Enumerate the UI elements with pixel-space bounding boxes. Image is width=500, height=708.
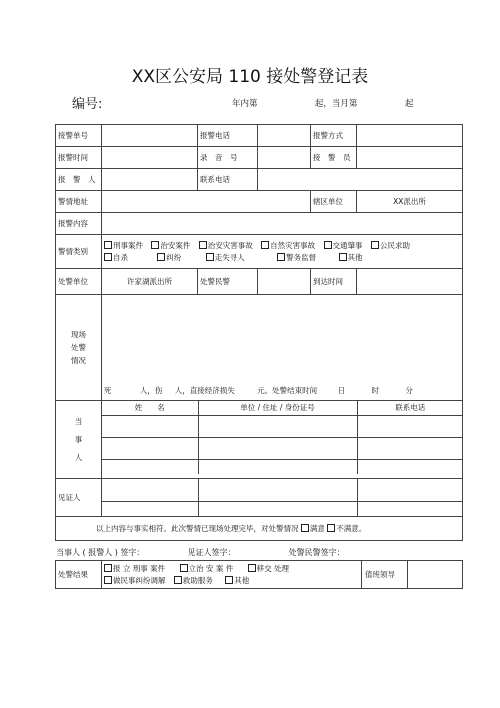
form-row <box>56 401 463 479</box>
handling-result-options <box>102 561 362 589</box>
caller-phone-label: 报警电话 <box>198 125 258 147</box>
checkbox-icon[interactable] <box>104 576 112 584</box>
party-phone-field[interactable] <box>357 459 463 474</box>
category-option[interactable]: 交通肇事 <box>324 240 363 252</box>
witness-table <box>102 479 463 516</box>
result-row <box>56 561 463 589</box>
party-row <box>102 415 463 437</box>
form-row <box>56 295 463 401</box>
satisfied-option[interactable]: 满意 <box>301 524 325 533</box>
witness-name-field[interactable] <box>102 479 198 501</box>
year-count-prefix: 年内第 <box>232 99 258 109</box>
injury-count-label: 人，伤 <box>139 386 163 395</box>
category-option[interactable]: 走失寻人 <box>206 252 245 264</box>
witness-row <box>102 479 463 501</box>
form-row <box>56 191 463 213</box>
result-table <box>55 560 463 589</box>
form-row <box>56 479 463 517</box>
category-option[interactable]: 公民求助 <box>371 240 410 252</box>
category-option[interactable]: 纠纷 <box>157 252 181 264</box>
dispatch-officer-field[interactable] <box>258 269 311 295</box>
category-option[interactable]: 自杀 <box>104 252 128 264</box>
end-minute-label: 分 <box>405 386 413 395</box>
death-count-label: 死 <box>104 386 112 395</box>
result-option[interactable]: 做民事纠纷调解 <box>104 575 166 587</box>
checkbox-icon[interactable] <box>151 241 159 249</box>
report-time-field[interactable] <box>102 147 198 169</box>
arrival-time-field[interactable] <box>357 269 463 295</box>
incident-address-label: 警情地址 <box>56 191 102 213</box>
form-row <box>56 169 463 191</box>
reporter-label: 报 警 人 <box>56 169 102 191</box>
serial-number-label: 编号: <box>72 97 103 112</box>
checkbox-icon[interactable] <box>301 524 309 532</box>
category-option[interactable]: 治安案件 <box>151 240 190 252</box>
duty-leader-field[interactable] <box>407 561 462 588</box>
handling-result-label: 处警结果 <box>56 561 102 589</box>
checkbox-icon[interactable] <box>248 564 256 572</box>
party-name-field[interactable] <box>102 415 198 437</box>
form-row <box>56 213 463 235</box>
call-number-label: 接警单号 <box>56 125 102 147</box>
page-title: XX区公安局 110 接处警登记表 <box>131 67 369 87</box>
party-header-row <box>102 401 463 415</box>
result-option[interactable]: 救助服务 <box>174 575 213 587</box>
party-address-header: 单位 / 住址 / 身份证号 <box>198 401 357 415</box>
witness-name-field[interactable] <box>102 501 198 516</box>
checkbox-icon[interactable] <box>371 241 379 249</box>
month-count-prefix: 起，当月第 <box>314 99 358 109</box>
incident-category-label: 警情类别 <box>56 235 102 269</box>
checkbox-icon[interactable] <box>174 576 182 584</box>
checkbox-icon[interactable] <box>277 253 285 261</box>
registration-form-table <box>55 124 463 541</box>
duty-leader-label: 值班领导 <box>365 570 396 579</box>
form-row <box>56 147 463 169</box>
checkbox-icon[interactable] <box>180 564 188 572</box>
month-count-suffix: 起 <box>404 99 414 109</box>
witness-row <box>102 501 463 516</box>
report-content-field[interactable] <box>102 213 463 235</box>
category-option[interactable]: 刑事案件 <box>104 240 143 252</box>
receiver-label: 接 警 员 <box>311 147 357 169</box>
party-phone-field[interactable] <box>357 415 463 437</box>
party-phone-header: 联系电话 <box>357 401 463 415</box>
unsatisfied-option[interactable]: 不满意。 <box>327 524 366 533</box>
checkbox-icon[interactable] <box>339 253 347 261</box>
checkbox-icon[interactable] <box>157 253 165 261</box>
checkbox-icon[interactable] <box>261 241 269 249</box>
end-time-label: 元。处警结束时间 <box>257 386 318 395</box>
report-method-label: 报警方式 <box>311 125 357 147</box>
form-row <box>56 125 463 147</box>
result-option[interactable]: 报 立 刑事 案件 <box>104 563 165 575</box>
result-option[interactable]: 移交 处理 <box>248 563 289 575</box>
checkbox-icon[interactable] <box>199 241 207 249</box>
duty-leader-cell <box>362 561 463 589</box>
party-name-field[interactable] <box>102 437 198 459</box>
party-phone-field[interactable] <box>357 437 463 459</box>
party-label: 当 事 人 <box>56 401 102 479</box>
result-option[interactable]: 立治 安 案 件 <box>180 563 234 575</box>
category-option[interactable]: 警务监督 <box>277 252 316 264</box>
officer-signature-label: 处警民警签字： <box>288 548 345 557</box>
caller-phone-field[interactable] <box>258 125 311 147</box>
party-address-field[interactable] <box>198 415 357 437</box>
party-address-field[interactable] <box>198 459 357 474</box>
checkbox-icon[interactable] <box>206 253 214 261</box>
scene-handling-field[interactable] <box>102 295 463 401</box>
call-number-field[interactable] <box>102 125 198 147</box>
dispatch-unit-label: 处警单位 <box>56 269 102 295</box>
receiver-field[interactable] <box>357 147 463 169</box>
arrival-time-label: 到达时间 <box>311 269 357 295</box>
district-unit-value[interactable]: XX派出所 <box>357 191 463 213</box>
reporter-field[interactable] <box>102 169 198 191</box>
category-option[interactable]: 自然灾害事故 <box>261 240 315 252</box>
end-hour-label: 时 <box>371 386 379 395</box>
party-table <box>102 401 463 474</box>
party-row <box>102 459 463 474</box>
confirmation-statement <box>56 517 463 541</box>
party-name-header: 姓 名 <box>102 401 198 415</box>
end-day-label: 日 <box>337 386 346 395</box>
result-option[interactable]: 其他 <box>225 575 249 587</box>
year-count-line <box>232 97 413 109</box>
report-content-label: 报警内容 <box>56 213 102 235</box>
witness-label: 见证人 <box>56 479 102 517</box>
party-row <box>102 437 463 459</box>
checkbox-icon[interactable] <box>327 524 335 532</box>
witness-table-cell <box>102 479 463 517</box>
witness-signature-label: 见证人签字： <box>187 548 236 557</box>
reporter-signature-label: 当事人 ( 报警人 ) 签字： <box>56 548 145 557</box>
form-row <box>56 517 463 541</box>
form-row <box>56 235 463 269</box>
witness-address-field[interactable] <box>198 479 357 501</box>
confirmation-text: 以上内容与事实相符。此次警情已现场处理完毕，对处警情况 <box>96 524 299 533</box>
report-time-label: 报警时间 <box>56 147 102 169</box>
signature-line <box>56 547 463 558</box>
checkbox-icon[interactable] <box>324 241 332 249</box>
scene-handling-label: 现场 处警 情况 <box>56 295 102 401</box>
party-address-field[interactable] <box>198 437 357 459</box>
checkbox-icon[interactable] <box>104 241 112 249</box>
party-table-cell <box>102 401 463 479</box>
checkbox-icon[interactable] <box>225 576 233 584</box>
checkbox-icon[interactable] <box>104 564 112 572</box>
witness-phone-field[interactable] <box>357 479 463 501</box>
category-option[interactable]: 其他 <box>339 252 363 264</box>
form-row <box>56 269 463 295</box>
economic-loss-label: 人，直接经济损失 <box>174 386 235 395</box>
dispatch-officer-label: 处警民警 <box>198 269 258 295</box>
dispatch-unit-value[interactable]: 许家湖派出所 <box>102 269 198 295</box>
incident-address-field[interactable] <box>102 191 311 213</box>
witness-address-field[interactable] <box>198 501 357 516</box>
district-unit-label: 辖区单位 <box>311 191 357 213</box>
party-name-field[interactable] <box>102 459 198 474</box>
recording-number-field[interactable] <box>258 147 311 169</box>
contact-phone-field[interactable] <box>258 169 463 191</box>
checkbox-icon[interactable] <box>104 253 112 261</box>
recording-number-label: 录 音 号 <box>198 147 258 169</box>
incident-category-options <box>102 235 463 269</box>
report-method-field[interactable] <box>357 125 463 147</box>
contact-phone-label: 联系电话 <box>198 169 258 191</box>
witness-phone-field[interactable] <box>357 501 463 516</box>
category-option[interactable]: 治安灾害事故 <box>199 240 253 252</box>
